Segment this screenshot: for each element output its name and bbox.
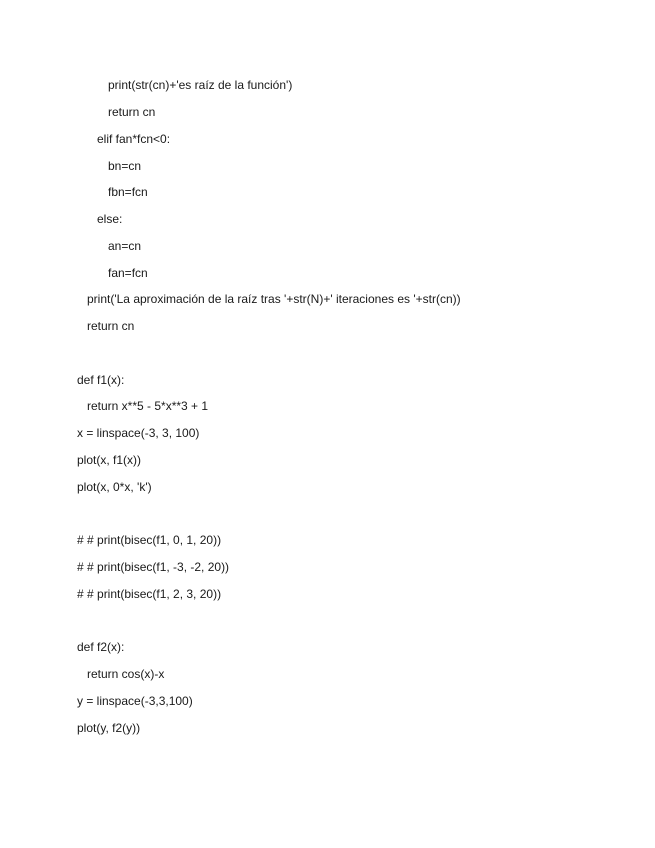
code-line-21: y = linspace(-3,3,100) [77,694,193,708]
code-line-3: elif fan*fcn<0: [97,132,171,146]
code-line-1: print(str(cn)+'es raíz de la función') [108,78,293,92]
code-line-16: # # print(bisec(f1, 0, 1, 20)) [77,533,222,547]
code-line-12: return x**5 - 5*x**3 + 1 [87,399,209,413]
code-line-11: def f1(x): [77,373,125,387]
code-line-7: an=cn [108,239,142,253]
code-line-4: bn=cn [108,159,142,173]
code-line-18: # # print(bisec(f1, 2, 3, 20)) [77,587,222,601]
code-line-10: return cn [87,319,135,333]
code-line-14: plot(x, f1(x)) [77,453,142,467]
code-line-5: fbn=fcn [108,185,148,199]
code-line-9: print('La aproximación de la raíz tras '+str(N)+' iteraciones es '+str(cn)) [87,292,461,306]
code-line-15: plot(x, 0*x, 'k') [77,480,152,494]
code-line-6: else: [97,212,123,226]
code-line-2: return cn [108,105,156,119]
code-line-22: plot(y, f2(y)) [77,721,141,735]
code-line-20: return cos(x)-x [87,667,165,681]
code-line-19: def f2(x): [77,640,125,654]
code-line-8: fan=fcn [108,266,148,280]
code-line-13: x = linspace(-3, 3, 100) [77,426,200,440]
code-line-17: # # print(bisec(f1, -3, -2, 20)) [77,560,230,574]
